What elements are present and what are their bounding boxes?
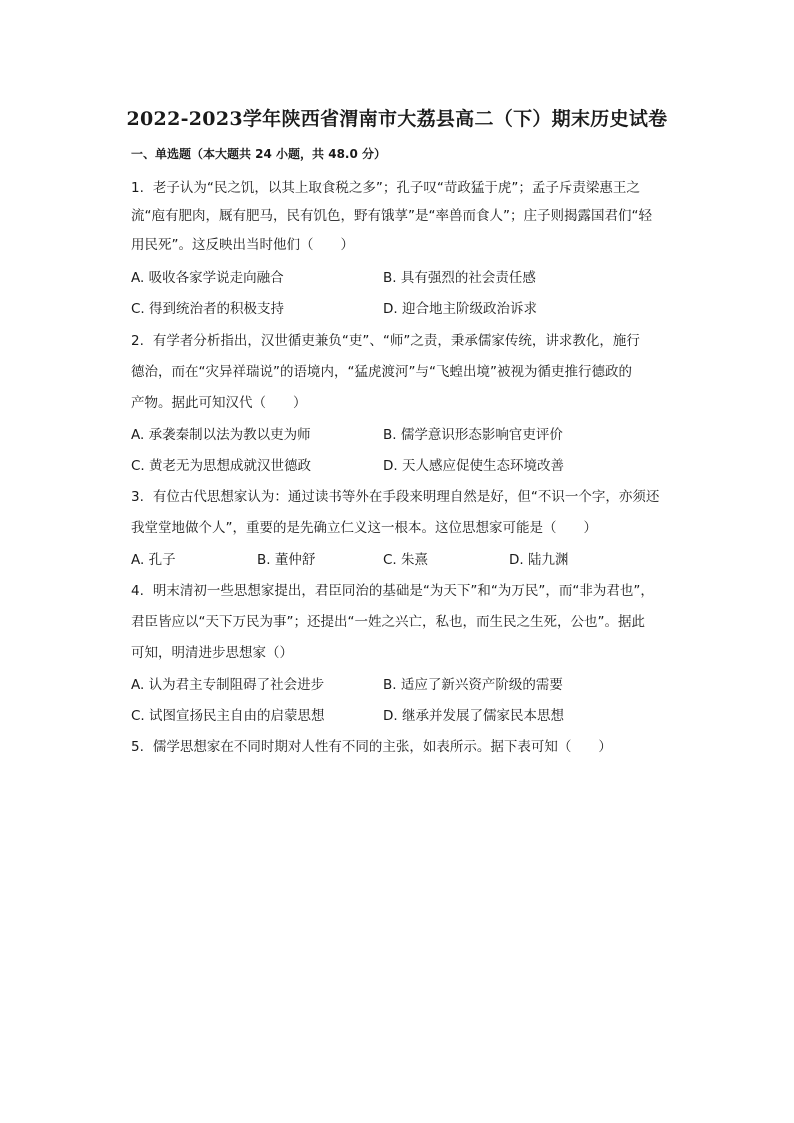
option-c: C. 得到统治者的积极支持 bbox=[131, 301, 285, 317]
question-2-line-1 bbox=[131, 332, 640, 350]
question-4-line-2: 君臣皆应以“天下万民为事”；还提出“一姓之兴亡，私也，而生民之生死，公也”。据此 bbox=[131, 614, 645, 630]
option-d: D. 天人感应促使生态环境改善 bbox=[383, 458, 564, 474]
question-number: 1. bbox=[131, 180, 144, 196]
option-c: C. 黄老无为思想成就汉世德政 bbox=[131, 458, 312, 474]
question-4-line-1 bbox=[131, 582, 654, 600]
question-text: 有学者分析指出，汉世循吏兼负“吏”、“师”之责，秉承儒家传统，讲求教化，施行 bbox=[152, 333, 640, 349]
option-a: A. 认为君主专制阻碍了社会进步 bbox=[131, 677, 325, 693]
option-d: D. 迎合地主阶级政治诉求 bbox=[383, 301, 537, 317]
option-c: C. 朱熹 bbox=[383, 552, 429, 568]
question-3-line-1 bbox=[131, 488, 659, 506]
question-3-line-2: 我堂堂地做个人”，重要的是先确立仁义这一根本。这位思想家可能是（ ） bbox=[131, 520, 597, 536]
page-title: 2022-2023学年陕西省渭南市大荔县高二（下）期末历史试卷 bbox=[126, 108, 668, 130]
option-d: D. 陆九渊 bbox=[509, 552, 569, 568]
question-number: 2. bbox=[131, 333, 144, 349]
question-1-line-2: 流“庖有肥肉，厩有肥马，民有饥色，野有饿莩”是“率兽而食人”；庄子则揭露国君们“轻 bbox=[131, 208, 652, 224]
option-b: B. 具有强烈的社会责任感 bbox=[383, 270, 536, 286]
option-b: B. 儒学意识形态影响官吏评价 bbox=[383, 427, 563, 443]
option-b: B. 适应了新兴资产阶级的需要 bbox=[383, 677, 563, 693]
question-2-line-2: 德治，而在“灾异祥瑞说”的语境内，“猛虎渡河”与“飞蝗出境”被视为循吏推行德政的 bbox=[131, 364, 632, 380]
question-2-line-3: 产物。据此可知汉代（ ） bbox=[131, 395, 307, 411]
option-a: A. 吸收各家学说走向融合 bbox=[131, 270, 284, 286]
question-1-line-1 bbox=[131, 179, 640, 197]
option-a: A. 承袭秦制以法为教以吏为师 bbox=[131, 427, 311, 443]
question-text: 儒学思想家在不同时期对人性有不同的主张，如表所示。据下表可知（ ） bbox=[152, 739, 612, 755]
question-number: 4. bbox=[131, 583, 144, 599]
option-a: A. 孔子 bbox=[131, 552, 176, 568]
option-c: C. 试图宣扬民主自由的启蒙思想 bbox=[131, 708, 325, 724]
question-text: 老子认为“民之饥，以其上取食税之多”；孔子叹“苛政猛于虎”；孟子斥责梁惠王之 bbox=[152, 180, 640, 196]
question-number: 3. bbox=[131, 489, 144, 505]
question-text: 明末清初一些思想家提出，君臣同治的基础是“为天下”和“为万民”，而“非为君也”， bbox=[152, 583, 654, 599]
section-heading: 一、单选题（本大题共 24 小题，共 48.0 分） bbox=[131, 147, 387, 161]
question-text: 有位古代思想家认为：通过读书等外在手段来明理自然是好，但“不识一个字，亦须还 bbox=[152, 489, 660, 505]
option-b: B. 董仲舒 bbox=[257, 552, 316, 568]
question-4-line-3: 可知，明清进步思想家（） bbox=[131, 645, 293, 661]
question-number: 5. bbox=[131, 739, 144, 755]
question-1-line-3: 用民死”。这反映出当时他们（ ） bbox=[131, 237, 354, 253]
option-d: D. 继承并发展了儒家民本思想 bbox=[383, 708, 564, 724]
question-5-line-1 bbox=[131, 738, 612, 756]
